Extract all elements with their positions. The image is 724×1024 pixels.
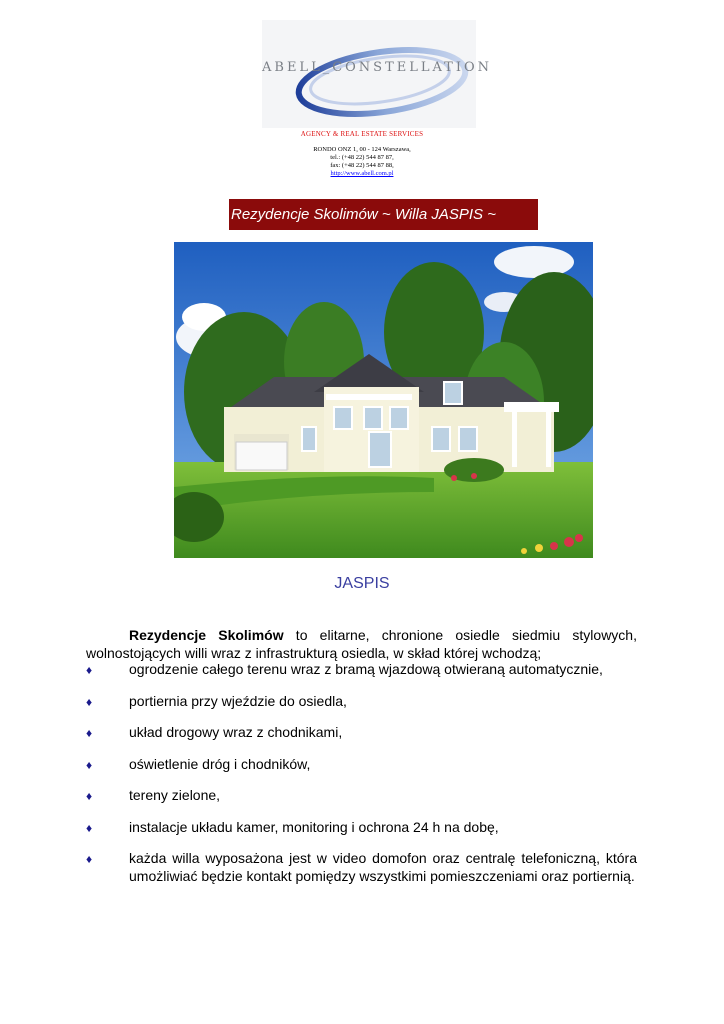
list-item-text: układ drogowy wraz z chodnikami, [129, 724, 343, 740]
bullet-diamond-icon: ♦ [86, 757, 93, 772]
villa-photo [174, 242, 593, 558]
tel-line: tel.: (+48 22) 544 87 87, [330, 154, 394, 161]
list-item [86, 660, 637, 678]
list-item [86, 786, 637, 804]
bullet-diamond-icon: ♦ [86, 820, 93, 835]
bullet-diamond-icon: ♦ [86, 694, 93, 709]
list-item [86, 849, 637, 885]
list-item-text: tereny zielone, [129, 787, 221, 803]
amenities-list [86, 660, 637, 899]
website-link[interactable]: http://www.abell.com.pl [330, 170, 394, 177]
address-line: RONDO ONZ 1, 00 - 124 Warszawa, [313, 146, 411, 153]
list-item [86, 818, 637, 836]
bullet-diamond-icon: ♦ [86, 726, 93, 740]
banner-text: Rezydencje Skolimów ~ Willa JASPIS ~ [231, 206, 496, 223]
list-item-text: ogrodzenie całego terenu wraz z bramą wjazdową otwieraną automatycznie, [129, 661, 603, 677]
contact-block [0, 146, 724, 178]
bullet-diamond-icon: ♦ [86, 789, 93, 803]
list-item [86, 723, 637, 741]
list-item-text: instalacje układu kamer, monitoring i ochrona 24 h na dobę, [129, 818, 499, 835]
list-item-text: oświetlenie dróg i chodników, [129, 755, 311, 772]
bullet-diamond-icon: ♦ [86, 852, 93, 866]
list-item-text: każda willa wyposażona jest w video domofon oraz centralę telefoniczną, która umożliwiać będzie kontakt pomiędzy wszystkimi pomieszczeniami oraz portiernią. [129, 850, 637, 884]
logo-text: ABELL_CONSTELLATION [262, 60, 493, 75]
intro-text: to elitarne, chronione osiedle siedmiu stylowych, wolnostojących willi wraz z infrastrukturą osiedla, w skład której wchodzą; [86, 627, 637, 661]
title-banner [229, 199, 538, 230]
fax-line: fax: (+48 22) 544 87 88, [330, 162, 394, 169]
intro-paragraph [86, 626, 637, 662]
list-item [86, 755, 637, 773]
agency-tagline: AGENCY & REAL ESTATE SERVICES [300, 130, 424, 138]
bullet-diamond-icon: ♦ [86, 663, 93, 677]
company-logo [262, 20, 493, 128]
list-item [86, 692, 637, 710]
list-item-text: portiernia przy wjeździe do osiedla, [129, 692, 347, 709]
section-title: JASPIS [334, 575, 390, 592]
intro-bold: Rezydencje Skolimów [129, 627, 284, 643]
